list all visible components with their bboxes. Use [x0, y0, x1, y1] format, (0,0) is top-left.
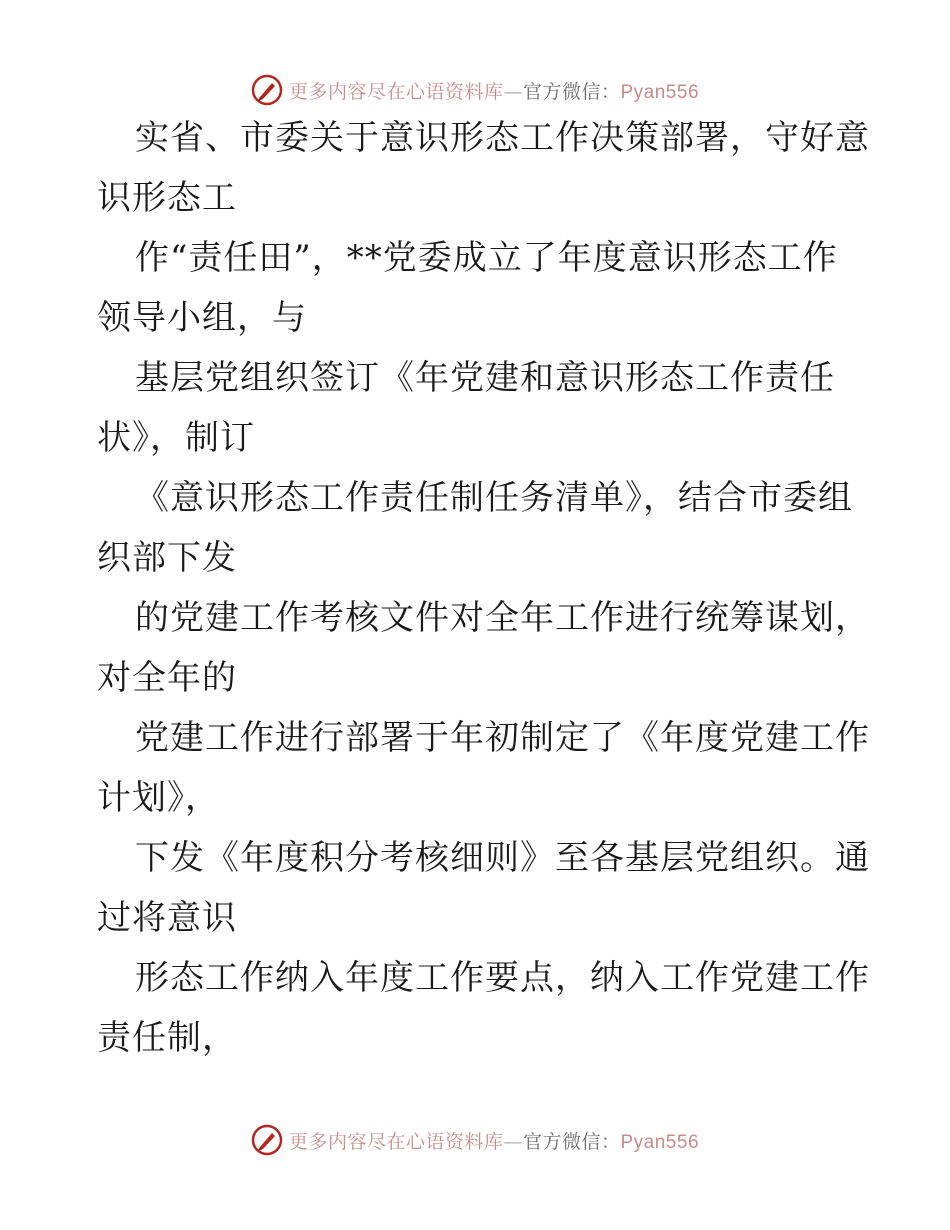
text-line: 责任制， [97, 1018, 237, 1058]
banner-text: 更多内容尽在心语资料库—官方微信：Pyan556 [288, 80, 700, 103]
footer-banner [0, 1120, 950, 1160]
text-line: 计划》， [97, 778, 220, 818]
text-line: 识形态工 [97, 178, 237, 218]
text-line: 过将意识 [97, 898, 237, 938]
text-line: 实省、市委关于意识形态工作决策部署，守好意 [135, 118, 870, 158]
text-line: 党建工作进行部署于年初制定了《年度党建工作 [135, 718, 870, 758]
text-line: 织部下发 [97, 538, 237, 578]
text-line: 领导小组，与 [97, 298, 307, 338]
text-line: 状》，制订 [97, 418, 255, 458]
text-line: 下发《年度积分考核细则》至各基层党组织。通 [135, 838, 870, 878]
text-line: 的党建工作考核文件对全年工作进行统筹谋划， [135, 598, 870, 638]
text-line: 基层党组织签订《年党建和意识形态工作责任 [135, 358, 835, 398]
text-line: 对全年的 [97, 658, 237, 698]
pen-logo-icon [251, 1124, 283, 1156]
header-banner [0, 70, 950, 110]
banner-text: 更多内容尽在心语资料库—官方微信：Pyan556 [288, 1130, 700, 1153]
pen-logo-icon [251, 74, 283, 106]
text-line: 《意识形态工作责任制任务清单》，结合市委组 [135, 478, 853, 518]
text-line: 作“责任田”，**党委成立了年度意识形态工作 [135, 238, 838, 278]
text-line: 形态工作纳入年度工作要点，纳入工作党建工作 [135, 958, 870, 998]
